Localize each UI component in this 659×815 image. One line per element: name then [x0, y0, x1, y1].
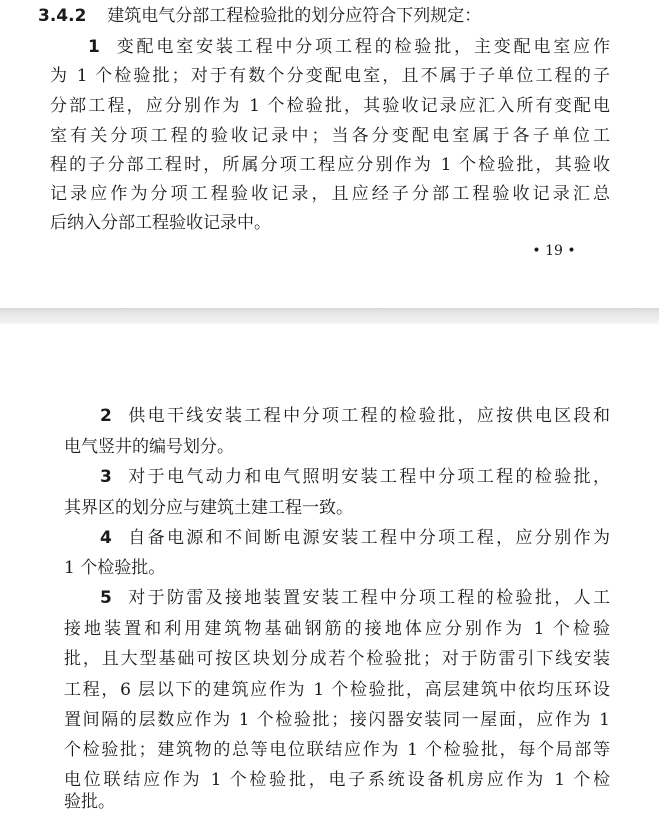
clause-number: 3.4.2 — [38, 6, 87, 26]
item5-line-4: 工程，6 层以下的建筑应作为 1 个检验批，高层建筑中依均压环设 — [64, 680, 610, 700]
item1-line-1 — [88, 37, 610, 57]
item5-text-1: 对于防雷及接地装置安装工程中分项工程的检验批，人工 — [125, 588, 610, 608]
page-bottom — [0, 324, 659, 815]
item3-text-1: 对于电气动力和电气照明安装工程中分项工程的检验批， — [125, 467, 610, 487]
item5-line-8: 验批。 — [64, 792, 115, 812]
item1-number: 1 — [88, 37, 100, 57]
item4-number: 4 — [100, 528, 112, 548]
item5-line-7: 电位联结应作为 1 个检验批，电子系统设备机房应作为 1 个检 — [64, 770, 610, 790]
item1-line-6: 记录应作为分项工程验收记录，且应经子分部工程验收记录汇总 — [50, 184, 610, 204]
item5-number: 5 — [100, 588, 112, 608]
item1-line-3: 分部工程，应分别作为 1 个检验批，其验收记录应汇入所有变配电 — [50, 96, 610, 116]
item3-line-1 — [100, 467, 610, 487]
item5-line-1 — [100, 588, 610, 608]
clause-title: 建筑电气分部工程检验批的划分应符合下列规定： — [107, 6, 482, 26]
item4-line-2: 1 个检验批。 — [64, 558, 166, 578]
item3-line-2: 其界区的划分应与建筑土建工程一致。 — [64, 498, 353, 518]
clause-heading — [38, 6, 610, 26]
item5-line-3: 批，且大型基础可按区块划分成若个检验批；对于防雷引下线安装 — [64, 649, 610, 669]
page-number: • 19 • — [532, 243, 576, 259]
item1-text-1: 变配电室安装工程中分项工程的检验批，主变配电室应作 — [113, 37, 610, 57]
item4-text-1: 自备电源和不间断电源安装工程中分项工程，应分别作为 — [125, 528, 610, 548]
page-divider — [0, 308, 659, 324]
item1-line-5: 程的子分部工程时，所属分项工程应分别作为 1 个检验批，其验收 — [50, 155, 610, 175]
item2-text-1: 供电干线安装工程中分项工程的检验批，应按供电区段和 — [125, 406, 610, 426]
item2-line-2: 电气竖井的编号划分。 — [64, 437, 234, 457]
item1-line-2: 为 1 个检验批；对于有数个分变配电室，且不属于子单位工程的子 — [50, 66, 610, 86]
item1-line-7: 后纳入分部工程验收记录中。 — [50, 213, 271, 233]
item1-line-4: 室有关分项工程的验收记录中；当各分变配电室属于各子单位工 — [50, 126, 610, 146]
item4-line-1 — [100, 528, 610, 548]
item5-line-6: 个检验批；建筑物的总等电位联结应作为 1 个检验批，每个局部等 — [64, 740, 610, 760]
item2-line-1 — [100, 406, 610, 426]
page-top — [0, 0, 659, 308]
item5-line-2: 接地装置和利用建筑物基础钢筋的接地体应分别作为 1 个检验 — [64, 619, 610, 639]
item5-line-5: 置间隔的层数应作为 1 个检验批；接闪器安装同一屋面，应作为 1 — [64, 710, 610, 730]
item2-number: 2 — [100, 406, 112, 426]
item3-number: 3 — [100, 467, 112, 487]
